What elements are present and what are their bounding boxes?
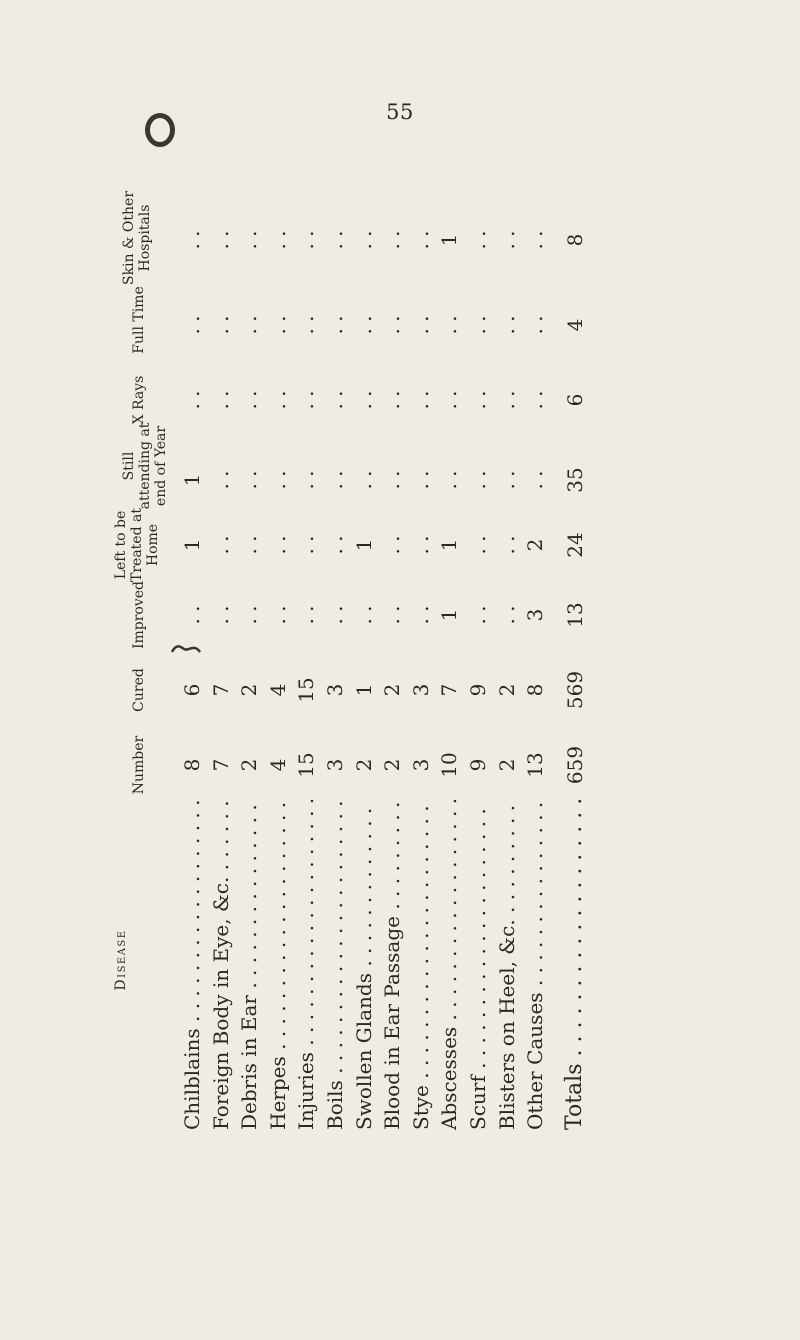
- disease-cell: Herpes . . .: [263, 800, 293, 1130]
- improved-cell: . .: [408, 605, 433, 625]
- number-cell: 2: [380, 758, 405, 772]
- improved-cell: 1: [437, 608, 462, 622]
- number-cell: 9: [466, 758, 490, 772]
- cured-cell: 7: [208, 683, 233, 697]
- table-row: [406, 130, 436, 1130]
- improved-cell: . .: [294, 605, 319, 625]
- xrays-cell: . .: [294, 390, 319, 410]
- xrays-cell: . .: [180, 390, 204, 410]
- disease-cell: Stye . . .: [406, 800, 436, 1130]
- skin-other-cell: . .: [380, 230, 405, 250]
- disease-cell: Scurf . . .: [463, 800, 493, 1130]
- totals-still-attending: 35: [563, 467, 587, 493]
- table-row: [234, 130, 264, 1130]
- left-home-cell: . .: [294, 535, 319, 555]
- left-home-cell: . .: [380, 535, 405, 555]
- disease-cell: Foreign Body in Eye, &c. . . .: [206, 800, 236, 1130]
- table-row: [434, 130, 464, 1130]
- totals-label: Totals . . .: [560, 800, 590, 1130]
- left-home-cell: . .: [237, 535, 262, 555]
- disease-table: [105, 130, 585, 1130]
- left-home-cell: . .: [494, 535, 519, 555]
- left-home-cell: . .: [323, 535, 347, 555]
- number-cell: 13: [523, 752, 548, 778]
- cured-cell: 2: [494, 683, 519, 697]
- table-header: [113, 130, 173, 1130]
- totals-left-home: 24: [563, 532, 587, 558]
- improved-cell: . .: [237, 605, 262, 625]
- disease-cell: Abscesses . . .: [434, 800, 464, 1130]
- full-time-cell: . .: [237, 315, 262, 335]
- left-home-cell: . .: [466, 535, 490, 555]
- skin-other-cell: . .: [408, 230, 433, 250]
- still-attending-cell: . .: [408, 470, 433, 490]
- number-cell: 7: [208, 758, 233, 772]
- header-skin-other: Skin & Other Hospitals: [121, 190, 153, 286]
- header-cured: Cured: [131, 668, 147, 712]
- skin-other-cell: . .: [180, 230, 204, 250]
- header-full-time: Full Time: [131, 286, 147, 354]
- header-number: Number: [131, 735, 147, 795]
- cured-cell: 6: [180, 683, 204, 697]
- number-cell: 3: [408, 758, 433, 772]
- table-row: [349, 130, 379, 1130]
- skin-other-cell: . .: [265, 230, 290, 250]
- still-attending-cell: . .: [351, 470, 376, 490]
- skin-other-cell: . .: [466, 230, 490, 250]
- still-attending-cell: . .: [237, 470, 262, 490]
- full-time-cell: . .: [208, 315, 233, 335]
- number-cell: 2: [237, 758, 262, 772]
- skin-other-cell: . .: [208, 230, 233, 250]
- number-cell: 3: [323, 758, 347, 772]
- xrays-cell: . .: [408, 390, 433, 410]
- improved-cell: . .: [208, 605, 233, 625]
- still-attending-cell: . .: [208, 470, 233, 490]
- skin-other-cell: . .: [494, 230, 519, 250]
- number-cell: 2: [494, 758, 519, 772]
- left-home-cell: 1: [351, 538, 376, 552]
- page-number: 55: [386, 100, 414, 124]
- left-home-cell: . .: [265, 535, 290, 555]
- disease-cell: Injuries . . .: [291, 800, 321, 1130]
- full-time-cell: . .: [323, 315, 347, 335]
- header-left-home: Left to be Treated at Home: [113, 508, 161, 582]
- totals-improved: 13: [563, 602, 587, 628]
- table-row: [492, 130, 522, 1130]
- xrays-cell: . .: [466, 390, 490, 410]
- xrays-cell: . .: [351, 390, 376, 410]
- number-cell: 8: [180, 758, 204, 772]
- left-home-cell: 1: [437, 538, 462, 552]
- cured-cell: 2: [380, 683, 405, 697]
- skin-other-cell: . .: [523, 230, 548, 250]
- number-cell: 2: [351, 758, 376, 772]
- skin-other-cell: . .: [351, 230, 376, 250]
- improved-cell: . .: [351, 605, 376, 625]
- left-home-cell: 2: [523, 538, 548, 552]
- xrays-cell: . .: [208, 390, 233, 410]
- full-time-cell: . .: [265, 315, 290, 335]
- improved-cell: . .: [466, 605, 490, 625]
- still-attending-cell: . .: [380, 470, 405, 490]
- full-time-cell: . .: [180, 315, 204, 335]
- table-row: [520, 130, 550, 1130]
- improved-cell: . .: [494, 605, 519, 625]
- still-attending-cell: . .: [494, 470, 519, 490]
- skin-other-cell: 1: [437, 233, 462, 247]
- disease-cell: Blisters on Heel, &c. . . .: [492, 800, 522, 1130]
- full-time-cell: . .: [494, 315, 519, 335]
- full-time-cell: . .: [408, 315, 433, 335]
- cured-cell: 7: [437, 683, 462, 697]
- cured-cell: 3: [408, 683, 433, 697]
- skin-other-cell: . .: [294, 230, 319, 250]
- header-disease: Disease: [113, 929, 129, 991]
- xrays-cell: . .: [494, 390, 519, 410]
- cured-cell: 2: [237, 683, 262, 697]
- table-row: [263, 130, 293, 1130]
- number-cell: 10: [437, 752, 462, 778]
- table-row: [463, 130, 493, 1130]
- improved-cell: . .: [265, 605, 290, 625]
- full-time-cell: . .: [294, 315, 319, 335]
- improved-cell: . .: [380, 605, 405, 625]
- still-attending-cell: . .: [437, 470, 462, 490]
- totals-cured: 569: [563, 670, 587, 710]
- left-home-cell: . .: [408, 535, 433, 555]
- cured-cell: 1: [351, 683, 376, 697]
- disease-cell: Boils . . .: [320, 800, 350, 1130]
- still-attending-cell: . .: [466, 470, 490, 490]
- improved-cell: 3: [523, 608, 548, 622]
- still-attending-cell: . .: [294, 470, 319, 490]
- table-row: [320, 130, 350, 1130]
- number-cell: 4: [265, 758, 290, 772]
- xrays-cell: . .: [237, 390, 262, 410]
- skin-other-cell: . .: [323, 230, 347, 250]
- full-time-cell: . .: [466, 315, 490, 335]
- full-time-cell: . .: [523, 315, 548, 335]
- xrays-cell: . .: [437, 390, 462, 410]
- totals-xrays: 6: [563, 393, 587, 407]
- improved-cell: . .: [323, 605, 347, 625]
- still-attending-cell: . .: [523, 470, 548, 490]
- disease-cell: Swollen Glands . . .: [349, 800, 379, 1130]
- totals-full-time: 4: [563, 318, 587, 332]
- header-improved: Improved: [131, 580, 147, 650]
- totals-skin-other: 8: [563, 233, 587, 247]
- cured-cell: 4: [265, 683, 290, 697]
- full-time-cell: . .: [380, 315, 405, 335]
- cured-cell: 15: [294, 677, 319, 703]
- cured-cell: 9: [466, 683, 490, 697]
- xrays-cell: . .: [523, 390, 548, 410]
- totals-row: [560, 130, 590, 1130]
- full-time-cell: . .: [437, 315, 462, 335]
- xrays-cell: . .: [265, 390, 290, 410]
- disease-cell: Other Causes . . .: [520, 800, 550, 1130]
- cured-cell: 8: [523, 683, 548, 697]
- skin-other-cell: . .: [237, 230, 262, 250]
- left-home-cell: 1: [180, 538, 204, 552]
- header-xrays: X Rays: [131, 375, 147, 425]
- header-still-attending: Still attending at end of Year: [121, 422, 169, 510]
- table-row: [177, 130, 207, 1130]
- table-row: [206, 130, 236, 1130]
- xrays-cell: . .: [380, 390, 405, 410]
- left-home-cell: . .: [208, 535, 233, 555]
- disease-cell: Chilblains . . .: [177, 800, 207, 1130]
- table-row: [377, 130, 407, 1130]
- cured-cell: 3: [323, 683, 347, 697]
- disease-cell: Debris in Ear . . .: [234, 800, 264, 1130]
- table-row: [291, 130, 321, 1130]
- number-cell: 15: [294, 752, 319, 778]
- improved-cell: . .: [180, 605, 204, 625]
- still-attending-cell: . .: [323, 470, 347, 490]
- xrays-cell: . .: [323, 390, 347, 410]
- totals-number: 659: [563, 745, 587, 785]
- still-attending-cell: . .: [265, 470, 290, 490]
- disease-cell: Blood in Ear Passage . . .: [377, 800, 407, 1130]
- full-time-cell: . .: [351, 315, 376, 335]
- still-attending-cell: 1: [180, 473, 204, 487]
